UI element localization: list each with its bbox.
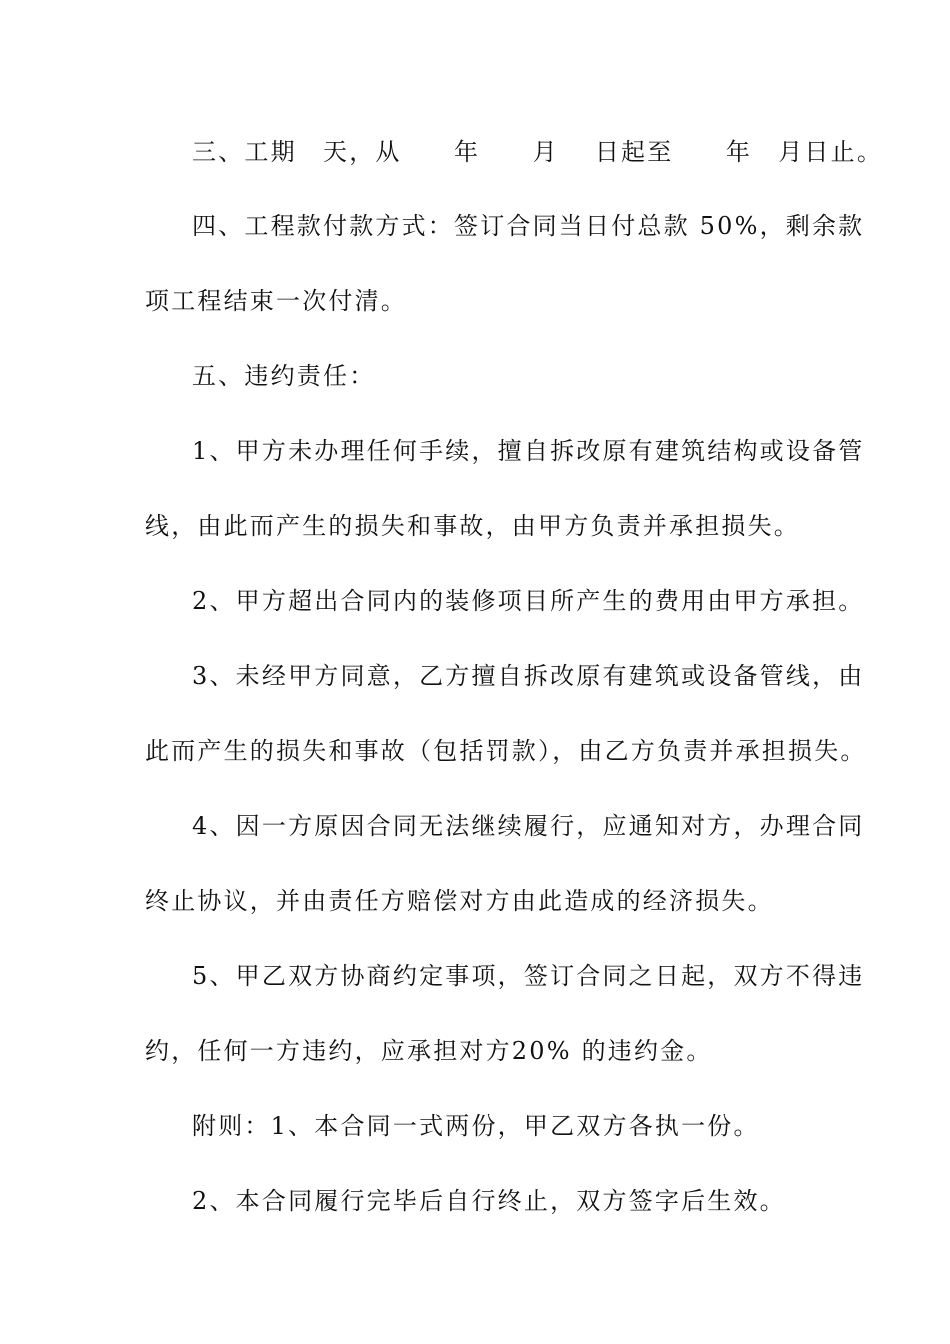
- item-3-cont: 此而产生的损失和事故（包括罚款），由乙方负责并承担损失。: [145, 737, 867, 765]
- item-5: 5、甲乙双方协商约定事项，签订合同之日起，双方不得违: [192, 962, 865, 990]
- item-2: 2、甲方超出合同内的装修项目所产生的费用由甲方承担。: [192, 587, 865, 615]
- item-3: 3、未经甲方同意，乙方擅自拆改原有建筑或设备管线，由: [192, 662, 865, 690]
- item-1: 1、甲方未办理任何手续，擅自拆改原有建筑结构或设备管: [192, 437, 865, 465]
- item-4: 4、因一方原因合同无法继续履行，应通知对方，办理合同: [192, 812, 865, 840]
- clause-4-payment: 四、工程款付款方式：签订合同当日付总款 50%，剩余款: [192, 212, 865, 240]
- item-5-cont: 约，任何一方违约，应承担对方20% 的违约金。: [145, 1037, 713, 1065]
- appendix-1: 附则：1、本合同一式两份，甲乙双方各执一份。: [192, 1112, 760, 1140]
- item-1-cont: 线，由此而产生的损失和事故，由甲方负责并承担损失。: [145, 512, 800, 540]
- appendix-2: 2、本合同履行完毕后自行终止，双方签字后生效。: [192, 1187, 786, 1215]
- clause-5-heading: 五、违约责任：: [192, 362, 376, 390]
- item-4-cont: 终止协议，并由责任方赔偿对方由此造成的经济损失。: [145, 887, 774, 915]
- clause-4-payment-cont: 项工程结束一次付清。: [145, 287, 407, 315]
- clause-3-duration: 三、工期 天，从 年 月 日起至 年 月日止。: [192, 138, 884, 166]
